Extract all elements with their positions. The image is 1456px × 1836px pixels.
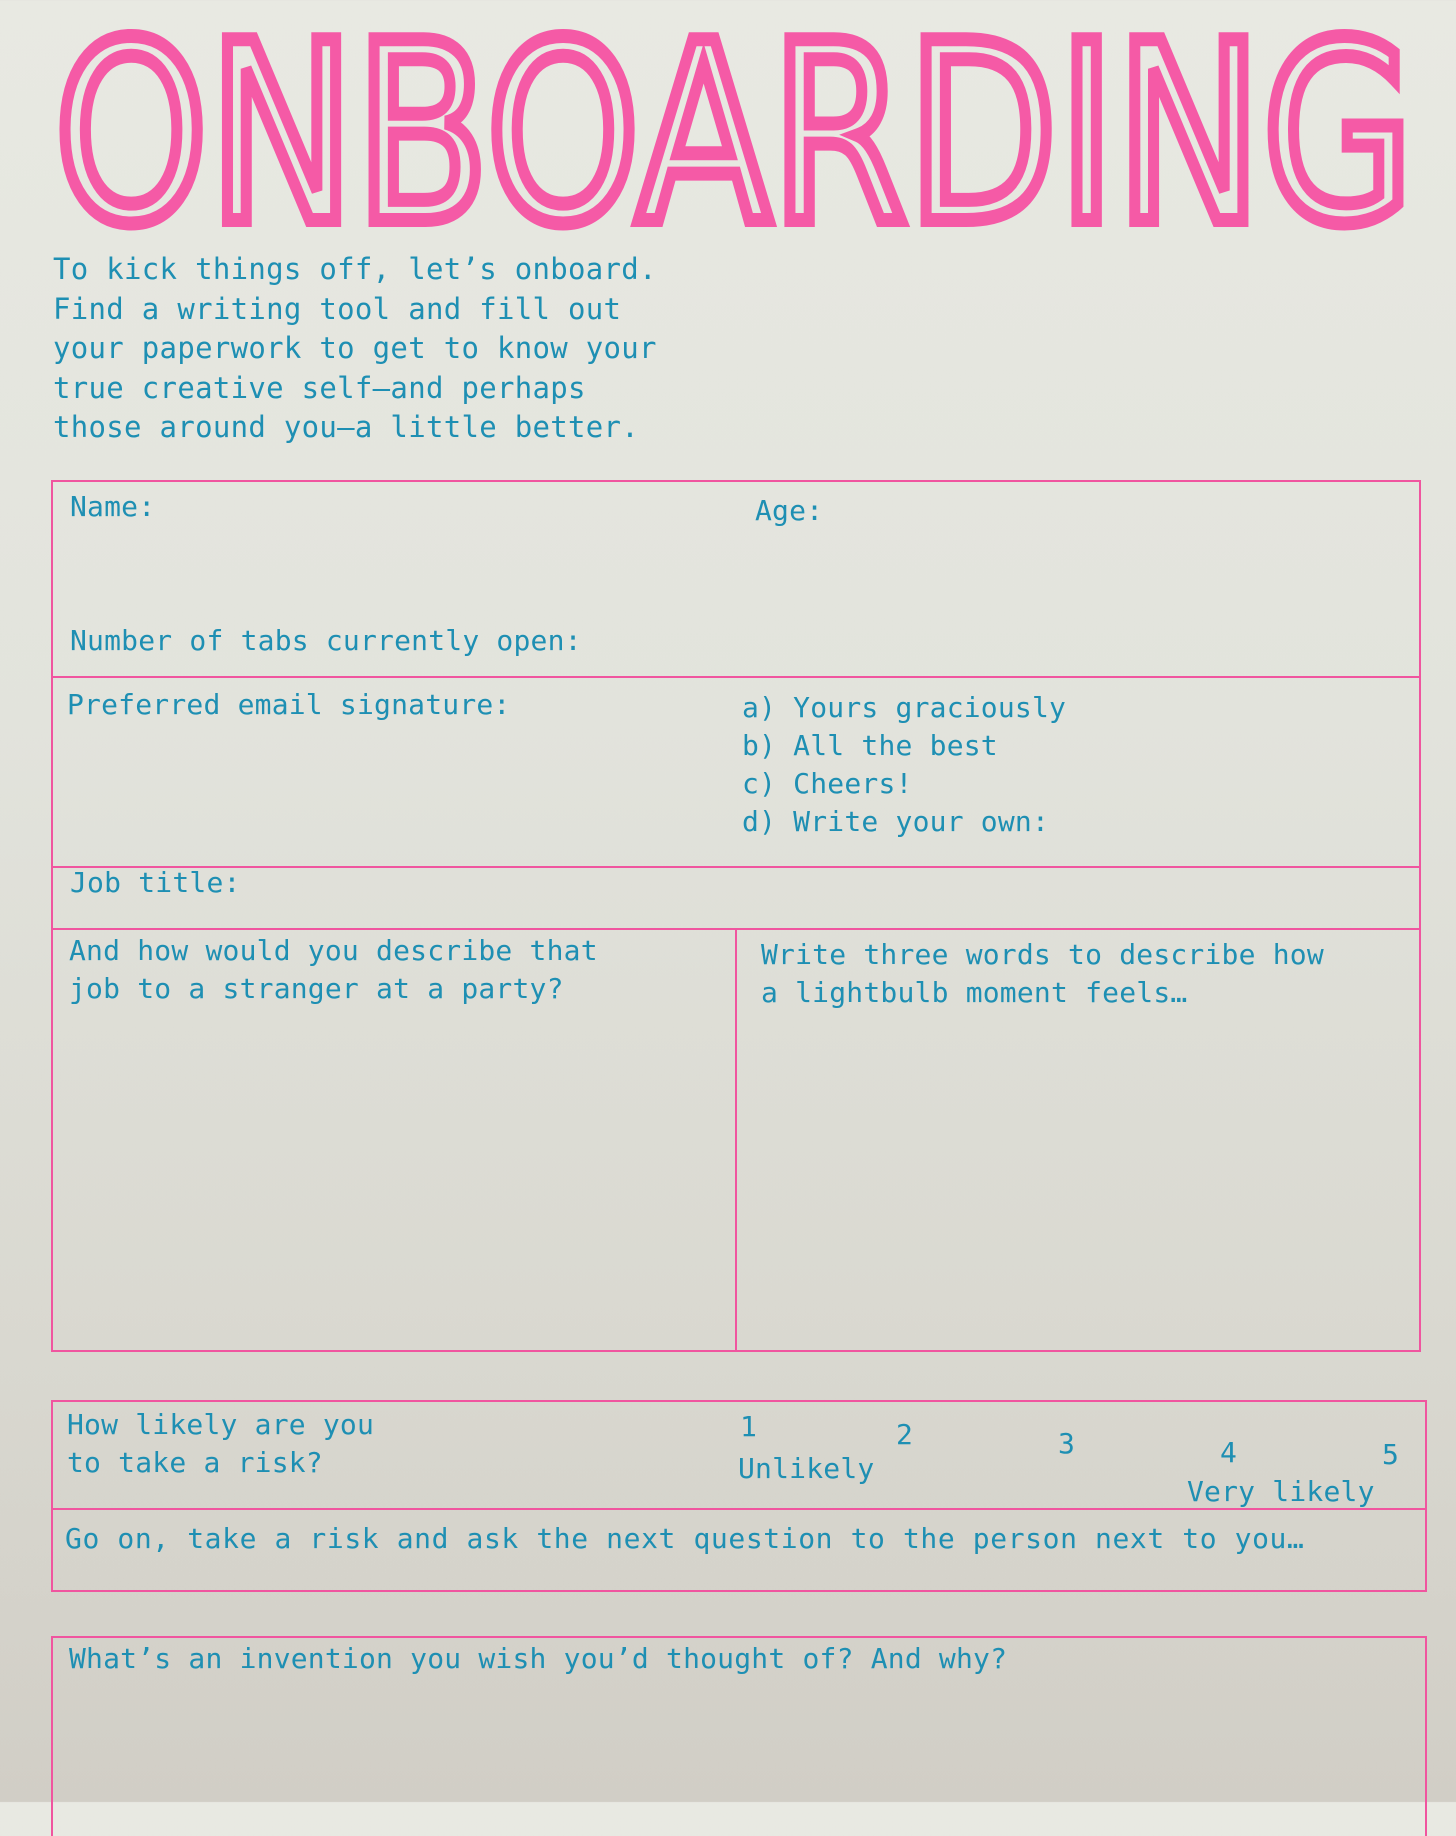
scale-3: 3 <box>1058 1427 1075 1460</box>
risk-question <box>67 1406 374 1482</box>
lightbulb-line: a lightbulb moment feels… <box>761 976 1188 1009</box>
scale-4: 4 <box>1220 1436 1237 1469</box>
tabs-open-label: Number of tabs currently open: <box>70 624 582 657</box>
job-title-label: Job title: <box>70 866 241 899</box>
risk-prompt: Go on, take a risk and ask the next question to the person next to you… <box>65 1522 1305 1555</box>
email-option: a) Yours graciously <box>742 691 1067 724</box>
page-title <box>50 20 1420 260</box>
scale-low-label: Unlikely <box>738 1452 875 1485</box>
invention-question: What’s an invention you wish you’d thought of? And why? <box>69 1642 1008 1675</box>
email-option: d) Write your own: <box>742 805 1050 838</box>
scale-1: 1 <box>740 1410 757 1443</box>
intro-line: those around you–a little better. <box>53 410 640 444</box>
describe-job-line: And how would you describe that <box>69 934 598 967</box>
scale-high-label: Very likely <box>1187 1475 1375 1508</box>
email-option: b) All the best <box>742 729 998 762</box>
divider <box>51 676 1421 678</box>
risk-question-line: How likely are you <box>67 1408 375 1441</box>
age-label: Age: <box>755 494 824 527</box>
intro-paragraph <box>53 250 693 448</box>
lightbulb-line: Write three words to describe how <box>761 938 1324 971</box>
describe-job-question <box>69 932 598 1008</box>
intro-line: Find a writing tool and fill out <box>53 291 622 326</box>
intro-line: To kick things off, let’s onboard. <box>53 252 657 286</box>
name-label: Name: <box>70 490 156 523</box>
divider <box>51 866 1421 868</box>
email-signature-label: Preferred email signature: <box>67 688 511 721</box>
lightbulb-question <box>761 936 1324 1012</box>
describe-job-line: job to a stranger at a party? <box>69 972 564 1005</box>
intro-line: true creative self–and perhaps <box>53 370 586 405</box>
scale-2: 2 <box>896 1418 913 1451</box>
email-signature-options <box>742 689 1066 841</box>
divider <box>735 928 737 1352</box>
scale-5: 5 <box>1382 1438 1399 1471</box>
risk-question-line: to take a risk? <box>67 1446 323 1479</box>
page-title-text: ONBOARDING <box>54 20 1414 260</box>
intro-line: your paperwork to get to know your <box>53 331 657 365</box>
email-option: c) Cheers! <box>742 767 913 800</box>
